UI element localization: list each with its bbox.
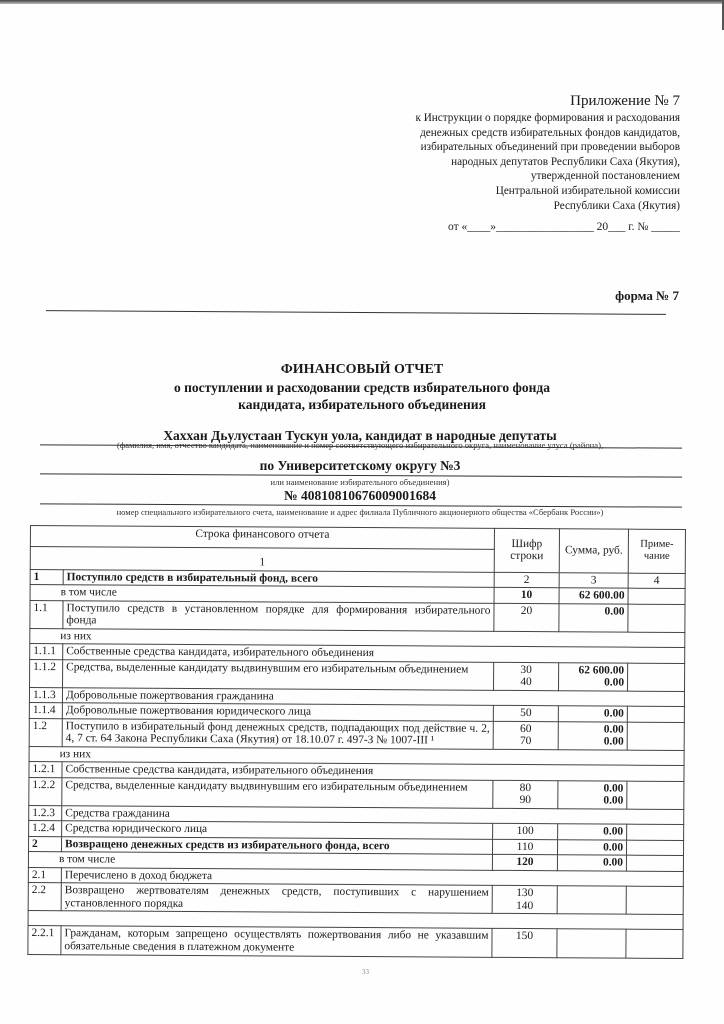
row-sum [558,780,627,808]
scan-top-edge [0,0,724,4]
row-sum: 0.00 [558,706,627,722]
row-number: 1.1.3 [29,687,62,703]
header-note: Приме-чание [628,529,685,573]
row-number: 2.2 [28,882,61,910]
appendix-line: народных депутатов Республики Саха (Якутия), [451,155,680,168]
row-label: Гражданам, которым запрещено осуществлять пожертвования либо не указавшим обязательные сведения в платежном документе [61,926,492,958]
row-number: 1.1.2 [30,659,63,687]
row-code: 50 [493,705,558,721]
row-label: в том числе [28,851,492,869]
row-code-value: 30 [520,663,532,676]
row-number: 2.2.1 [28,925,61,954]
form-label: форма № 7 [615,288,679,303]
table-row [28,925,683,958]
row-note [627,706,684,722]
row-note [627,781,684,809]
row-number: 1.2.4 [29,820,62,836]
header-code: Шифр строки [494,528,559,572]
row-note [627,663,684,691]
row-sum-value: 0.00 [603,723,624,736]
row-sum: 62 600.00 [559,588,628,604]
row-label: из них [30,628,685,648]
row-sum [558,721,627,749]
row-number: 1.2 [29,718,62,746]
col-index: 2 [494,572,559,588]
row-sum: 0.00 [557,855,626,871]
row-number: 2.1 [28,867,61,883]
row-number: 1.2.3 [29,805,62,821]
row-code [492,885,557,913]
row-label: Собственные средства кандидата, избирательного объединения [63,644,685,663]
appendix-line: Центральной избирательной комиссии [495,184,680,197]
table-row [30,600,685,632]
row-code: 150 [492,928,557,957]
page-number: 33 [362,968,369,976]
row-sum [557,929,626,958]
appendix-line: Республики Саха (Якутия) [553,199,680,212]
row-note [626,855,683,871]
row-label: Добровольные пожертвования юридического лица [62,703,493,721]
row-label: Собственные средства кандидата, избирательного объединения [62,762,684,781]
row-number: 1.1.1 [30,644,63,660]
row-label: Возвращено денежных средств из избирательного фонда, всего [62,836,493,854]
row-code: 10 [494,587,559,603]
row-label: Поступило средств в избирательный фонд, всего [63,569,494,587]
row-code-value: 40 [520,675,532,689]
row-label: Поступило в избирательный фонд денежных средств, подпадающих под действие ч. 2, 4, 7 ст. 64 Закона Республики Саха (Якутия) от 18.10.07 г. 497-З № 1007-III ¹ [62,718,493,749]
row-code-value: 130 [516,886,534,900]
row-sum-value: 62 600.00 [578,663,625,677]
col-index: 3 [559,572,628,588]
candidate-name-caption: (фамилия, имя, отчество кандидата, наименование и номер соответствующего избирательного округа, наименование улуса (района), [116,440,604,450]
table-row [29,718,684,750]
row-code-value: 60 [520,722,532,735]
row-code [493,780,558,808]
row-number: 2 [29,836,62,852]
row-code: 110 [492,839,557,855]
report-title: ФИНАНСОВЫЙ ОТЧЕТ [280,362,444,377]
appendix-line: к Инструкции о порядке формирования и расходования [415,112,680,124]
row-note [626,929,683,958]
divider-line [46,310,666,315]
report-subtitle-2: кандидата, избирательного объединения [238,397,486,412]
row-code-value: 80 [519,781,532,794]
row-number: 1.1 [30,600,63,628]
row-label: Перечислено в доход бюджета [61,867,683,886]
row-note [626,840,683,856]
row-code-value: 70 [519,734,532,748]
row-sum [557,886,626,914]
table-row [28,882,683,914]
district-caption: или наименование избирательного объединения) [270,477,450,487]
row-number: 1.2.1 [29,761,62,777]
row-note [627,824,684,840]
row-sum-value: 0.00 [603,794,624,807]
candidate-name-field: Хаххан Дьулустаан Тускун уола, кандидат в народные депутаты [163,428,557,443]
row-code: 100 [493,823,558,839]
col-index: 4 [628,573,685,589]
appendix-line: денежных средств избирательных фондов кандидатов, [420,126,680,139]
row-code: 120 [492,854,557,870]
row-note [626,886,683,914]
table-row [29,777,684,809]
header-line: Строка финансового отчета [30,526,494,550]
row-code [494,662,559,690]
row-label: Поступило средств в установленном порядке для формирования избирательного фонда [63,600,494,631]
row-sum: 0.00 [558,824,627,840]
row-note [627,722,684,750]
row-code [493,721,558,749]
row-sum-value: 0.00 [603,782,624,795]
row-code: 20 [494,603,559,631]
report-subtitle-1: о поступлении и расходовании средств избирательного фонда [173,380,551,395]
row-label: Средства, выделенные кандидату выдвинувшим его избирательным объединением [62,777,493,808]
row-code-value: 140 [516,899,534,912]
row-number: 1.1.4 [29,702,62,718]
row-label: из них [29,746,684,766]
row-number: 1 [30,569,63,585]
approval-date-line: от «____»_________________ 20___ г. № _____ [447,221,680,233]
appendix-header [416,93,681,213]
header-sum: Сумма, руб. [559,529,628,573]
row-label: Средства, выделенные кандидату выдвинувшим его избирательным объединением [63,659,494,690]
row-note [628,588,685,604]
financial-report-table [27,525,686,959]
row-sum: 0.00 [557,839,626,855]
row-label: Средства юридического лица [62,821,493,839]
row-sum: 0.00 [559,603,628,631]
row-sum [559,662,628,690]
appendix-line: избирательных объединений при проведении выборов [420,141,680,154]
row-label: Возвращено жертвователям денежных средств, поступивших с нарушением установленного порядка [61,883,492,914]
header-col-1: 1 [30,547,494,572]
row-number: 1.2.2 [29,777,62,805]
account-number-field: № 40810810676009001684 [284,488,436,503]
row-note [628,604,685,632]
row-sum-value: 0.00 [604,676,625,689]
account-caption: номер специального избирательного счета, наименование и адрес филиала Публичного акционерного общества «Сбербанк России») [116,507,604,517]
row-code-value: 90 [519,793,532,807]
row-label: в том числе [30,585,494,603]
appendix-line: утвержденной постановлением [530,170,680,183]
appendix-title: Приложение № 7 [570,93,680,109]
table-row [30,659,685,691]
district-field: по Университетскому округу №3 [259,458,461,473]
row-sum-value: 0.00 [603,735,624,748]
row-label: Добровольные пожертвования гражданина [62,687,684,706]
row-label: Средства гражданина [62,805,684,824]
